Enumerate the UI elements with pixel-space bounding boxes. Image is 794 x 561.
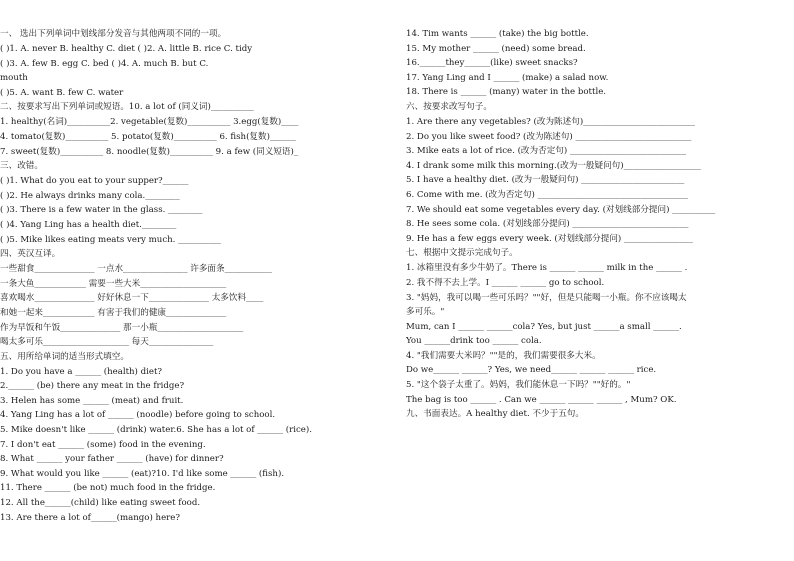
question-line: 6. Come with me. (改为否定句) ___________________________________ — [406, 189, 688, 200]
question-line: 14. Tim wants ______ (take) the big bottle. — [406, 29, 589, 39]
question-line: 2. Do you like sweet food? (改为陈述句) ___________________________ — [406, 131, 692, 142]
question-line: 8. What ______ your father ______ (have) for dinner? — [0, 454, 224, 465]
section-heading: 五、用所给单词的适当形式填空。 — [0, 351, 129, 362]
question-line: 11. There ______ (be not) much food in the fridge. — [0, 483, 216, 494]
section-heading: 一、 选出下列单词中划线部分发音与其他两项不同的一项。 — [0, 29, 227, 39]
question-line: 18. There is ______ (many) water in the bottle. — [406, 87, 607, 98]
question-line: 7. We should eat some vegetables every day. (对划线部分提问) __________ — [406, 204, 716, 215]
section-heading: 七、根据中文提示完成句子。 — [406, 248, 518, 259]
section-heading: 三、改错。 — [0, 161, 43, 172]
question-line: 1. Are there any vegetables? (改为陈述句)__________________________ — [406, 116, 695, 127]
question-line: 7. I don't eat ______ (some) food in the evening. — [0, 439, 206, 450]
section-heading: 二、按要求写出下列单词或短语。10. a lot of (同义词)__________ — [0, 102, 254, 113]
question-line: 9. What would you like ______ (eat)?10. I'd like some ______ (fish). — [0, 468, 285, 479]
question-line: 4. I drank some milk this morning.(改为一般疑问句)__________________ — [406, 160, 701, 171]
question-line: 1. 冰箱里没有多少牛奶了。There is ______ ______ milk in the ______ . — [406, 263, 688, 274]
question-line: ( )2. He always drinks many cola.________ — [0, 190, 180, 201]
question-line: You ______drink too ______ cola. — [406, 336, 542, 347]
question-line: 3. Helen has some ______ (meat) and fruit. — [0, 395, 184, 406]
question-line: 2.______ (be) there any meat in the fridge? — [0, 381, 185, 392]
left-column — [0, 27, 392, 525]
question-line: 多可乐。" — [406, 307, 445, 318]
question-line: 5. "这个袋子太重了。妈妈，我们能休息一下吗？""好的。" — [406, 380, 631, 391]
question-line: 4. tomato(复数)__________ 5. potato(复数)__________ 6. fish(复数)______ — [0, 131, 296, 142]
question-line: The bag is too ______ . Can we ______ ______ ______ , Mum? OK. — [406, 394, 677, 405]
question-line: 17. Yang Ling and I ______ (make) a salad now. — [406, 72, 609, 83]
question-line: 16.______they______(like) sweet snacks? — [406, 58, 578, 69]
question-line: ( )4. Yang Ling has a health diet.________ — [0, 219, 177, 230]
question-line: 15. My mother ______ (need) some bread. — [406, 43, 586, 54]
question-line: Mum, can I ______ ______cola? Yes, but just ______a small ______. — [406, 321, 682, 332]
question-line: 7. sweet(复数)__________ 8. noodle(复数)__________ 9. a few (同义短语)_ — [0, 146, 299, 157]
question-line: 一条大鱼____________ 需要一些大米____________________ — [0, 278, 227, 289]
question-line: 4. Yang Ling has a lot of ______ (noodle) before going to school. — [0, 410, 276, 421]
question-line: 1. healthy(名词)__________2. vegetable(复数)__________ 3.egg(复数)____ — [0, 117, 299, 128]
question-line: Do we______ ______? Yes, we need______ ______ ______ rice. — [406, 365, 657, 376]
question-line: 喝太多可乐____________________ 每天_______________ — [0, 337, 214, 348]
question-line: ( )5. A. want B. few C. water — [0, 87, 124, 98]
right-column — [406, 27, 794, 422]
question-line: 2. 我不得不去上学。I ______ ______ go to school. — [406, 277, 605, 288]
section-heading: 六、按要求改写句子。 — [406, 101, 492, 112]
question-line: 作为早饭和午饭______________ 那一小瓶____________________ — [0, 322, 244, 333]
question-line: 8. He sees some cola. (对划线部分提问) ___________________________ — [406, 219, 689, 230]
question-line: mouth — [0, 73, 28, 84]
question-line: 5. I have a healthy diet. (改为一般疑问句) ________________________ — [406, 175, 685, 186]
question-line: ( )3. A. few B. egg C. bed ( )4. A. much B. but C. — [0, 58, 209, 69]
question-line: 12. All the______(child) like eating sweet food. — [0, 498, 201, 509]
question-line: ( )3. There is a few water in the glass. ________ — [0, 205, 203, 216]
question-line: 和她一起来____________ 有害于我们的健康______________ — [0, 307, 227, 318]
question-line: 3. Mike eats a lot of rice. (改为否定句) ___________________________ — [406, 146, 686, 157]
question-line: 一些甜食______________ 一点水_______________ 许多面条___________ — [0, 264, 272, 275]
question-line: 3. "妈妈，我可以喝一些可乐吗？""好，但是只能喝一小瓶。你不应该喝太 — [406, 292, 687, 303]
question-line: 喜欢喝水______________ 好好休息一下______________ 太多饮料____ — [0, 293, 264, 304]
question-line: 5. Mike doesn't like ______ (drink) water.6. She has a lot of ______ (rice). — [0, 425, 312, 436]
question-line: ( )1. What do you eat to your supper?______ — [0, 176, 189, 187]
question-line: 4. "我们需要大米吗？""是的，我们需要很多大米。 — [406, 350, 601, 361]
question-line: 9. He has a few eggs every week. (对划线部分提问) ________________ — [406, 233, 693, 244]
question-line: 13. Are there a lot of______(mango) here? — [0, 512, 180, 523]
question-line: 1. Do you have a ______ (health) diet? — [0, 366, 163, 377]
question-line: ( )5. Mike likes eating meats very much. __________ — [0, 234, 222, 245]
question-line: ( )1. A. never B. healthy C. diet ( )2. A. little B. rice C. tidy — [0, 44, 253, 54]
section-heading: 九、书面表达。A healthy diet. 不少于五句。 — [406, 409, 584, 420]
section-heading: 四、英汉互译。 — [0, 249, 61, 260]
